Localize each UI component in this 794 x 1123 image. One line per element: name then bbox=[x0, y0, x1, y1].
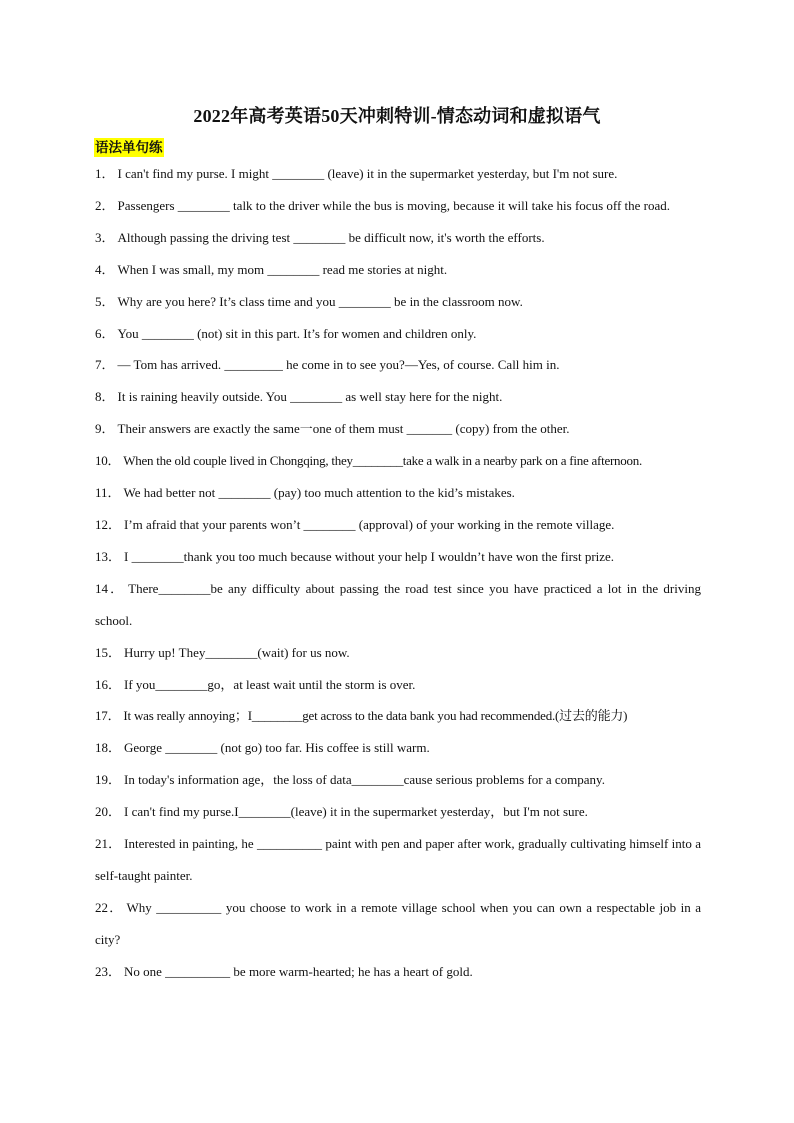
question-item bbox=[95, 381, 701, 413]
question-text: It is raining heavily outside. You ________ as well stay here for the night. bbox=[117, 389, 503, 405]
question-text: — Tom has arrived. _________ he come in to see you?—Yes, of course. Call him in. bbox=[117, 357, 560, 373]
question-item bbox=[95, 254, 701, 286]
question-number: 6． bbox=[95, 325, 115, 341]
question-number: 14． bbox=[95, 580, 126, 596]
question-number: 3． bbox=[95, 229, 115, 245]
question-number: 23． bbox=[95, 963, 122, 979]
question-text: Their answers are exactly the same一one of them must _______ (copy) from the other. bbox=[117, 421, 570, 437]
question-text: I can't find my purse. I might ________ (leave) it in the supermarket yesterday, but I'm not sure. bbox=[117, 166, 618, 181]
question-text: We had better not ________ (pay) too much attention to the kid’s mistakes. bbox=[123, 485, 515, 501]
question-item bbox=[95, 892, 701, 956]
question-text: There________be any difficulty about passing the road test since you have practiced a lot in the driving school. bbox=[95, 580, 701, 628]
question-number: 2． bbox=[95, 197, 115, 213]
question-item bbox=[95, 349, 701, 381]
question-number: 15． bbox=[95, 644, 122, 660]
question-item bbox=[95, 222, 701, 254]
question-item bbox=[95, 796, 701, 828]
question-item bbox=[95, 637, 701, 669]
question-number: 9． bbox=[95, 421, 115, 437]
question-text: Passengers ________ talk to the driver while the bus is moving, because it will take his focus off the road. bbox=[117, 197, 671, 213]
question-number: 5． bbox=[95, 293, 115, 309]
question-item bbox=[95, 700, 701, 732]
section-label: 语法单句练 bbox=[95, 140, 163, 155]
question-item bbox=[95, 541, 701, 573]
question-text: George ________ (not go) too far. His coffee is still warm. bbox=[124, 740, 430, 756]
question-item bbox=[95, 318, 701, 350]
question-item bbox=[95, 764, 701, 796]
question-item bbox=[95, 732, 701, 764]
question-number: 4． bbox=[95, 261, 115, 277]
question-item bbox=[95, 445, 701, 477]
question-number: 19． bbox=[95, 772, 122, 788]
question-text: I ________thank you too much because without your help I wouldn’t have won the first prize. bbox=[124, 548, 615, 564]
document-title: 2022年高考英语50天冲刺特训-情态动词和虚拟语气 bbox=[193, 106, 601, 126]
question-number: 10． bbox=[95, 453, 121, 469]
question-list bbox=[95, 158, 701, 988]
question-text: If you________go，at least wait until the storm is over. bbox=[124, 676, 416, 692]
question-text: In today's information age，the loss of data________cause serious problems for a company. bbox=[124, 772, 605, 788]
question-text: When the old couple lived in Chongqing, they________take a walk in a nearby park on a fine afternoon. bbox=[123, 453, 643, 469]
question-text: I can't find my purse.I________(leave) it in the supermarket yesterday，but I'm not sure. bbox=[124, 804, 588, 820]
question-number: 22． bbox=[95, 899, 124, 915]
question-item bbox=[95, 573, 701, 637]
question-item bbox=[95, 956, 701, 988]
question-item bbox=[95, 669, 701, 701]
question-number: 7． bbox=[95, 357, 115, 373]
question-number: 17． bbox=[95, 708, 121, 724]
question-text: Why __________ you choose to work in a remote village school when you can own a respectable job in a city? bbox=[95, 899, 701, 947]
question-text: You ________ (not) sit in this part. It’s for women and children only. bbox=[117, 325, 477, 341]
question-text: Interested in painting, he __________ paint with pen and paper after work, gradually cultivating himself into a self-taught painter. bbox=[95, 836, 701, 883]
question-number: 16． bbox=[95, 676, 122, 692]
question-number: 1． bbox=[95, 166, 115, 181]
question-item bbox=[95, 158, 701, 190]
question-number: 11． bbox=[95, 485, 121, 501]
question-number: 20． bbox=[95, 804, 122, 820]
question-text: Why are you here? It’s class time and you ________ be in the classroom now. bbox=[117, 293, 523, 309]
question-number: 8． bbox=[95, 389, 115, 405]
question-item bbox=[95, 477, 701, 509]
question-text: No one __________ be more warm-hearted; he has a heart of gold. bbox=[124, 963, 473, 979]
question-text: It was really annoying；I________get across to the data bank you had recommended.(过去的能力) bbox=[123, 708, 628, 724]
question-number: 13． bbox=[95, 548, 122, 564]
question-number: 21． bbox=[95, 836, 122, 852]
question-item bbox=[95, 190, 701, 222]
question-number: 18． bbox=[95, 740, 122, 756]
question-number: 12． bbox=[95, 516, 122, 532]
question-item bbox=[95, 509, 701, 541]
question-item bbox=[95, 286, 701, 318]
question-item bbox=[95, 413, 701, 445]
question-text: I’m afraid that your parents won’t ________ (approval) of your working in the remote village. bbox=[124, 516, 615, 532]
question-text: Hurry up! They________(wait) for us now. bbox=[124, 644, 350, 660]
question-text: Although passing the driving test ________ be difficult now, it's worth the efforts. bbox=[117, 229, 545, 245]
question-text: When I was small, my mom ________ read me stories at night. bbox=[117, 261, 448, 277]
question-item bbox=[95, 828, 701, 892]
